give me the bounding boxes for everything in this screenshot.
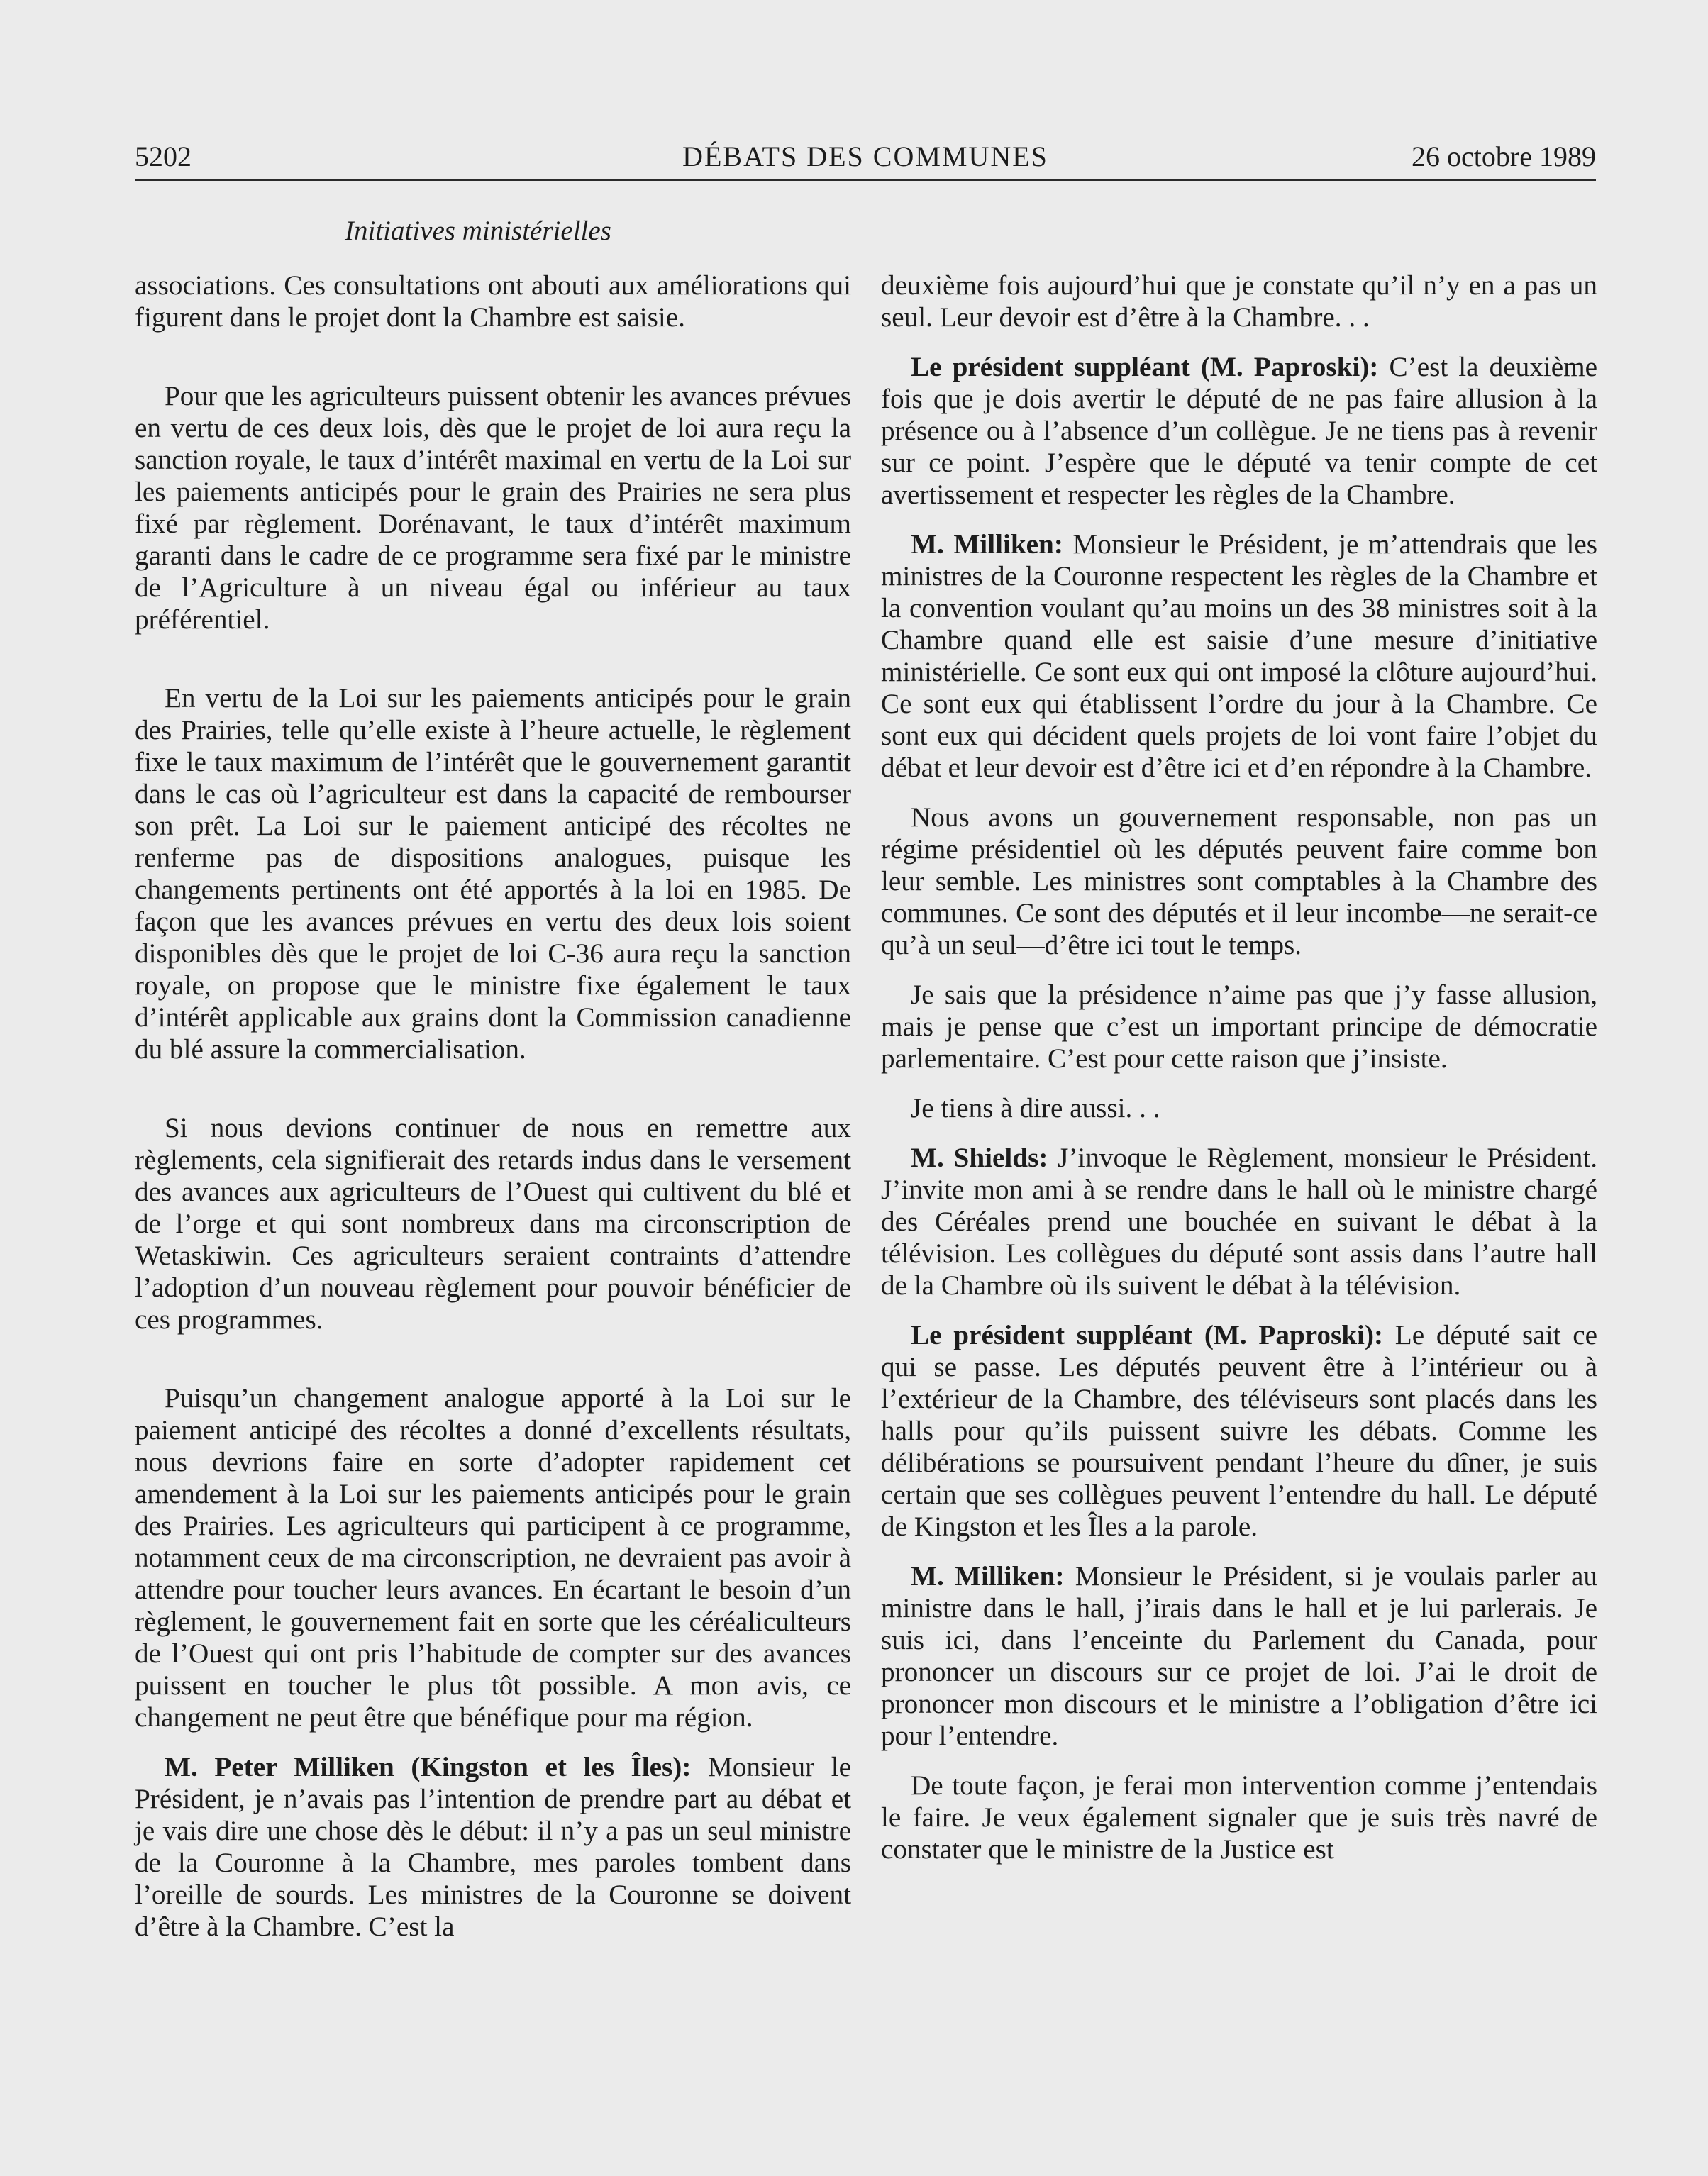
left-column [135, 270, 851, 1943]
speech-text: J’invoque le Règlement, monsieur le Président. J’invite mon ami à se rendre dans le hall où le ministre chargé des Céréales prend une bouchée en suivant le débat à la télévision. Les collègues du député sont assis dans l’autre hall de la Chambre où ils suivent le débat à la télévision. [881, 1143, 1598, 1301]
speech-text: Monsieur le Président, je n’avais pas l’intention de prendre part au débat et je vais dire une chose dès le début: il n’y a pas un seul ministre de la Couronne à la Chambre, mes paroles tombent dans l’oreille de sourds. Les ministres de la Couronne se doivent d’être à la Chambre. C’est la [135, 1752, 851, 1942]
paragraph: Si nous devions continuer de nous en remettre aux règlements, cela signifierait des retards indus dans le versement des avances aux agriculteurs de l’Ouest qui cultivent du blé et de l’orge et qui sont nombreux dans ma circonscription de Wetaskiwin. Ces agriculteurs seraient contraints d’attendre l’adoption d’un nouveau règlement pour pouvoir bénéficier de ces programmes. [135, 1113, 851, 1335]
publication-date: 26 octobre 1989 [1412, 140, 1596, 172]
paragraph: Puisqu’un changement analogue apporté à la Loi sur le paiement anticipé des récoltes a donné d’excellents résultats, nous devrions faire en sorte d’adopter rapidement cet amendement à la Loi sur les paiements anticipés pour le grain des Prairies. Les agriculteurs qui participent à ce programme, notamment ceux de ma circonscription, ne devraient pas avoir à attendre pour toucher leurs avances. En écartant le besoin d’un règlement, le gouvernement fait en sorte que les céréaliculteurs de l’Ouest qui ont pris l’habitude de compter sur des avances puissent en toucher le plus tôt possible. A mon avis, ce changement ne peut être que bénéfique pour ma région. [135, 1383, 851, 1733]
speech-paragraph [881, 1142, 1597, 1301]
publication-title: DÉBATS DES COMMUNES [682, 140, 1048, 172]
speaker-name: Le président suppléant (M. Paproski): [911, 1320, 1384, 1350]
speaker-name: M. Shields: [911, 1143, 1048, 1173]
speech-paragraph [881, 351, 1597, 511]
paragraph: associations. Ces consultations ont abouti aux améliorations qui figurent dans le projet dont la Chambre est saisie. [135, 270, 851, 333]
speech-text: Le député sait ce qui se passe. Les députés peuvent être à l’intérieur ou à l’extérieur de la Chambre, des téléviseurs sont placés dans les halls pour qu’ils puissent suivre les débats. Comme les délibérations se poursuivent pendant l’heure du dîner, je suis certain que ses collègues peuvent l’entendre du hall. Le député de Kingston et les Îles a la parole. [881, 1320, 1597, 1542]
speech-text: Monsieur le Président, je m’attendrais que les ministres de la Couronne respectent les règles de la Chambre et la convention voulant qu’au moins un des 38 ministres soit à la Chambre quand elle est saisie d’une mesure d’initiative ministérielle. Ce sont eux qui ont imposé la clôture aujourd’hui. Ce sont eux qui établissent l’ordre du jour à la Chambre. Ce sont eux qui décident quels projets de loi vont faire l’objet du débat et leur devoir est d’être ici et d’en répondre à la Chambre. [881, 529, 1597, 783]
paragraph: En vertu de la Loi sur les paiements anticipés pour le grain des Prairies, telle qu’elle existe à l’heure actuelle, le règlement fixe le taux maximum de l’intérêt que le gouvernement garantit dans le cas où l’agriculteur est dans la capacité de rembourser son prêt. La Loi sur le paiement anticipé des récoltes ne renferme pas de dispositions analogues, puisque les changements pertinents ont été apportés à la loi en 1985. De façon que les avances prévues en vertu des deux lois soient disponibles dès que le projet de loi C-36 aura reçu la sanction royale, on propose que le ministre fixe également le taux d’intérêt applicable aux grains dont la Commission canadienne du blé assure la commercialisation. [135, 683, 851, 1065]
speech-text: Monsieur le Président, si je voulais parler au ministre dans le hall, j’irais dans le hall et je lui parlerais. Je suis ici, dans l’enceinte du Parlement du Canada, pour prononcer un discours sur ce projet de loi. J’ai le droit de prononcer mon discours et le ministre a l’obligation d’être ici pour l’entendre. [881, 1561, 1597, 1751]
speaker-name: M. Milliken: [911, 1561, 1065, 1592]
page-header [135, 139, 1596, 181]
speaker-name: Le président suppléant (M. Paproski): [911, 352, 1379, 382]
speech-paragraph [881, 1319, 1597, 1543]
speaker-name: M. Milliken: [911, 529, 1063, 560]
speech-paragraph [881, 1560, 1597, 1752]
speech-paragraph [881, 528, 1597, 784]
paragraph: De toute façon, je ferai mon intervention comme j’entendais le faire. Je veux également signaler que je suis très navré de constater que le ministre de la Justice est [881, 1770, 1597, 1865]
paragraph: Je sais que la présidence n’aime pas que j’y fasse allusion, mais je pense que c’est un important principe de démocratie parlementaire. C’est pour cette raison que j’insiste. [881, 979, 1597, 1074]
paragraph: Je tiens à dire aussi. . . [911, 1093, 1160, 1123]
paragraph: Nous avons un gouvernement responsable, non pas un régime présidentiel où les députés peuvent faire comme bon leur semble. Les ministres sont comptables à la Chambre des communes. Ce sont des députés et il leur incombe—ne serait-ce qu’à un seul—d’être ici tout le temps. [881, 802, 1597, 960]
section-title: Initiatives ministérielles [345, 216, 611, 246]
paragraph: deuxième fois aujourd’hui que je constate qu’il n’y en a pas un seul. Leur devoir est d’être à la Chambre. . . [881, 270, 1597, 333]
right-column [881, 270, 1597, 1865]
speaker-name: M. Peter Milliken (Kingston et les Îles): [165, 1752, 692, 1782]
paragraph: Pour que les agriculteurs puissent obtenir les avances prévues en vertu de ces deux lois, dès que le projet de loi aura reçu la sanction royale, le taux d’intérêt maximal en vertu de la Loi sur les paiements anticipés pour le grain des Prairies ne sera plus fixé par règlement. Dorénavant, le taux d’intérêt maximum garanti dans le cadre de ce programme sera fixé par le ministre de l’Agriculture à un niveau égal ou inférieur au taux préférentiel. [135, 381, 851, 635]
speech-text: C’est la deuxième fois que je dois avertir le député de ne pas faire allusion à la présence ou à l’absence d’un collègue. Je ne tiens pas à revenir sur ce point. J’espère que le député va tenir compte de cet avertissement et respecter les règles de la Chambre. [881, 352, 1597, 510]
speech-paragraph [135, 1751, 851, 1943]
page-number: 5202 [135, 140, 192, 172]
